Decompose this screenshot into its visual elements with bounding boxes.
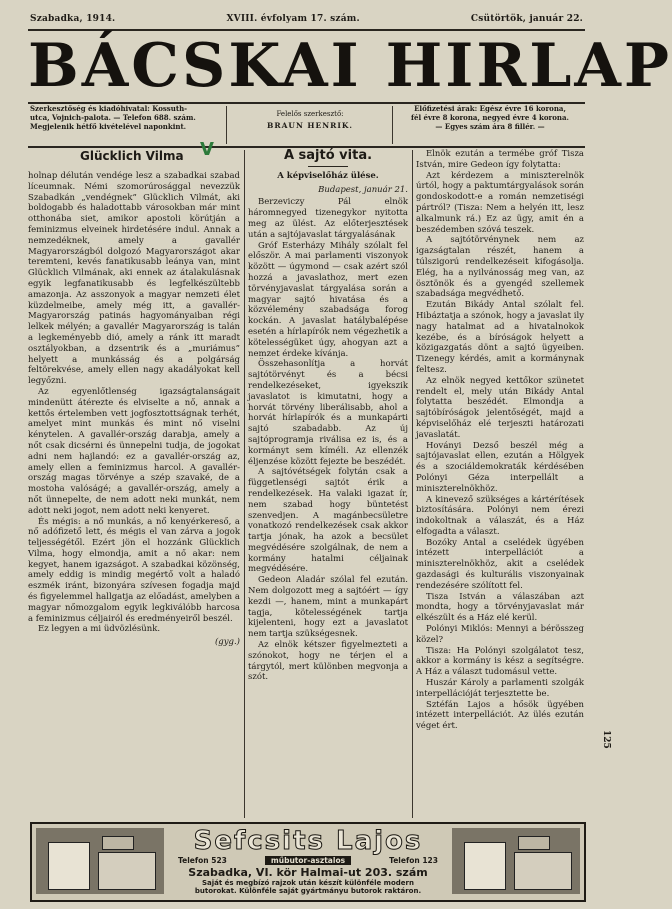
article-paragraph: Gróf Esterházy Mihály szólalt fel először. A mai parlamenti viszonyok között — úgymond — csak azért szól hozzá a javaslathoz, mert ezen törvényjavaslat tárgyalása során a magyar sajtó hivatása és a közvélemény szabadsága forog kockán. A javaslat hatálybalépése esetén a hírlapírók nem végezhetik a kötelességüket úgy, ahogyan azt a nemzet érdeke kívánja. [248,240,408,359]
article-continuation [416,149,584,819]
ad-slogan-line: butorokat. Különféle saját gyártmányu butorok raktáron. [194,887,422,895]
edge-page-mark: 125 [601,730,611,749]
article-paragraph: Berzeviczy Pál elnök háromnegyed tizenegykor nyitotta meg az ülést. Az előterjesztések után a sajtójavaslat tárgyalásának [248,197,408,240]
office-line: Megjelenik hétfő kivételével naponkint. [30,122,187,131]
article-paragraph: A sajtóvétségek folytán csak a függetlenségi sajtót érik a rendelkezések. Ha valaki igazat ír, nem szabad hogy büntetést szenvedjen. A magánbecsületre vonatkozó rendelkezések csak akkor tartja jónak, ha azok a becsület megvédésére szolgálnak, de nem a kormány hatalmi céljainak megvédésére. [248,467,408,575]
article-paragraph: Ez legyen a mi üdvözlésünk. [38,624,161,635]
article-title [80,139,240,167]
article-glucklich [28,139,240,819]
price-line: Előfizetési árak: Egész évre 16 korona, [414,104,566,113]
cabinet-shape [464,842,506,890]
article-title-text: Glücklich Vilma [80,149,184,163]
article-dateline: Budapest, január 21. [318,184,408,195]
subhead-divider [392,106,393,144]
ad-brand-name: Sefcsits Lajos [193,826,423,856]
ad-phone-left: Telefon 523 [178,856,227,865]
ad-shop-type: műbutor-asztalos [265,856,351,865]
article-paragraph: Tisza István a válaszában azt mondta, hogy a törvényjavaslat már elkészült és a Ház elé kerül. [416,591,584,624]
column-divider [244,150,245,818]
article-signature: (gyg.) [214,637,240,648]
editor-label: Felelős szerkesztő: [276,110,344,118]
article-paragraph: És mégis: a nő munkás, a nő kenyérkereső, a nő adófizető lett, és mégis el van zárva a jogok teljességétől. Ezért jön el hozzánk Glücklich Vilma, hogy elmondja, amit a nő akar: nem kegyet, hanem igazságot. A szabadkai közönség, amely eddig is mindig megértő volt a haladó eszmék iránt, bizonyára szívesen fogadja majd és figyelemmel hallgatja az előadást, amelyben a magyar nőmozgalom egyik legkiválóbb harcosa a feminizmus céljairól és eredményeiről beszél. [28,516,240,624]
article-paragraph: Huszár Károly a parlamenti szolgák interpellációját terjesztette be. [416,678,584,699]
article-title: A sajtó vita. [283,148,373,163]
subhead-divider [226,106,227,144]
ad-phone-right: Telefon 123 [389,856,438,865]
article-paragraph: A kinevező szükséges a kártérítések biztosítására. Polónyi nem érezi indokoltnak a válaszát, és a Ház elfogadta a választ. [416,494,584,537]
article-paragraph: Az egyenlőtlenség igazságtalanságait mindenütt átérezte és elviselte a nő, annak a kettős értelemben vett jogfosztottságnak terhét, amelyet mint munkás és mint nő viselni kénytelen. A gavallér-ország darabja, amely a nőt csak dicsérni és ünnepelni tudja, de jogokat adni nem hajlandó: ez a gavallér-ország az, amely ellen a feminizmus harcol. A gavallér-ország magas törvénye a szép szavaké, de a mostoha valóságé; a gavallér-ország, amely a nőt ünnepelte, de nem adott neki munkát, nem adott neki jogot, nem adott neki kenyeret. [28,386,240,516]
editor-name: BRAUN HENRIK. [267,121,353,130]
ad-address: Szabadka, VI. kör Halmai-ut 203. szám [188,866,428,879]
column-divider [412,150,413,818]
ad-contact-row [172,856,444,865]
article-paragraph: Sztéfán Lajos a hősök ügyében intézett interpellációt. Az ülés ezután véget ért. [416,699,584,732]
article-paragraph: Gedeon Aladár szólal fel ezután. Nem dolgozott meg a sajtóért — így kezdi —, hanem, mint a munkapárt tagja, kötelességének tartja kijelenteni, hogy ezt a javaslatot nem tartja szükségesnek. [248,575,408,640]
title-rule [308,166,348,167]
article-paragraph: Az elnök negyed kettőkor szünetet rendelt el, mely után Bikády Antal folytatta beszédét. Elmondja a sajtóbíróságok jelentőségét, majd a képviselőház elé terjeszti határozati javaslatát. [416,375,584,440]
article-subtitle: A képviselőház ülése. [277,170,379,181]
article-paragraph: Elnök ezután a termébe gróf Tisza István, mire Gedeon így folytatta: [416,149,584,170]
office-line: Szerkesztőség és kiadóhivatal: Kossuth- [30,104,188,113]
issue-weekday-date: Csütörtök, január 22. [470,14,583,24]
article-paragraph: holnap délután vendége lesz a szabadkai szabad líceumnak. Némi szomorúrosággal nevezzük Szabadkán „vendégnek” Glücklich Vilmát, aki boldogabb és haladottabb városokban már mint otthonába siet, amikor apostoli körútján a feminizmus elveinek hirdetésére indul. Annak a nemzedéknek, amely a gavallér Magyarországból dolgozó Magyarországot akar teremteni, kevés fanatikusabb leánya van, mint Glücklich Vilmának, aki ennek az átalakulásnak egyik legfanatikusabb és legfelkészültebb amazonja. Az asszonyok a magyar nemzeti élet küzdelmeibe, amely még itt, a gavallér-Magyarország patinás hagyományaiban régi lelkek mélyén; a gavallér Magyarország is talán a legkeményebb dió, amely a ránk itt maradt osztályokban, a dzsentrik és a „muriámus” helyett a munkásság és a polgárság feltörekvése, amely ellen nagy akadályokat kell legyőzni. [28,171,240,387]
shelf-shape [102,836,134,850]
header-topline [30,14,583,28]
sideboard-shape [514,852,572,890]
article-sajto-vita [248,149,408,819]
article-paragraph: Ezután Bikády Antal szólalt fel. Hibáztatja a szónok, hogy a javaslat ily nagy hatalmat ad a hivatalnokok kezébe, és a bíróságok helyett a közigazgatás dönt a sajtó ügyeiben. Tizenegy kérdés, amit a kormánynak feltesz. [416,300,584,375]
article-paragraph: Azt kérdezem a miniszterelnök úrtól, hogy a paktumtárgyalások során gondoskodott-e a román nemzetiségi pártról? (Tisza: Nem a helyén itt, lesz alkalmunk rá.) Ez az ügy, amit én a beszédemben szóvá teszek. [416,170,584,235]
cabinet-shape [48,842,90,890]
article-paragraph: Bozóky Antal a cselédek ügyében intézett interpellációt a miniszterelnökhöz, akit a cselédek gazdasági és kulturális viszonyainak rendezésére szólított fel. [416,537,584,591]
furniture-illustration [36,828,164,894]
ad-slogan-line: Saját és megbízó rajzok után készít különféle modern [202,879,414,887]
price-info [400,104,580,146]
shelf-shape [518,836,550,850]
issue-place-date: Szabadka, 1914. [30,14,116,24]
furniture-illustration [452,828,580,894]
article-paragraph: Tisza: Ha Polónyi szolgálatot tesz, akkor a kormány is kész a segítségre. A Ház a választ tudomásul vette. [416,645,584,678]
masthead-title: BÁCSKAI HIRLAP [28,31,672,101]
issue-volume: XVIII. évfolyam 17. szám. [226,14,360,24]
price-line: — Egyes szám ára 8 fillér. — [435,122,545,131]
article-paragraph: Polónyi Miklós: Mennyi a bérösszeg közel? [416,624,584,645]
office-info [30,104,220,146]
office-line: utca, Vojnich-palota. — Telefon 688. szám. [30,113,196,122]
editor-info [235,104,385,146]
article-paragraph: A sajtótörvénynek nem az igazságtalan részét, hanem a túlszigorú rendelkezéseit kifogásolja. Elég, ha a nyilvánosság meg van, az ösztönök és a gyengéd szellemek szabadsága megvédhető. [416,235,584,300]
ad-text [172,826,444,895]
article-paragraph: Az elnök kétszer figyelmezteti a szónokot, hogy ne térjen el a tárgytól, mert különben megvonja a szót. [248,640,408,683]
price-line: fél évre 8 korona, negyed évre 4 korona. [411,113,569,122]
furniture-advertisement [30,822,586,902]
article-paragraph: Hoványi Dezső beszél még a sajtójavaslat ellen, ezután a Hölgyek és a szociáldemokraták kérdésében Polónyi Géza interpellált a miniszterelnökhöz. [416,440,584,494]
sideboard-shape [98,852,156,890]
article-paragraph: Összehasonlítja a horvát sajtótörvényt és a bécsi rendelkezéseket, igyekszik javaslatot is kimutatni, hogy a horvát törvény liberálisabb, ahol a horvát hírlapírók és a munkapárti sajtó szabadabb. Az új sajtóprogramja riválisa ez is, és a kormányt sem kíméli. Az ellenzék éljenzése között fejezte be beszédét. [248,359,408,467]
handwritten-check-mark: V [200,139,214,160]
